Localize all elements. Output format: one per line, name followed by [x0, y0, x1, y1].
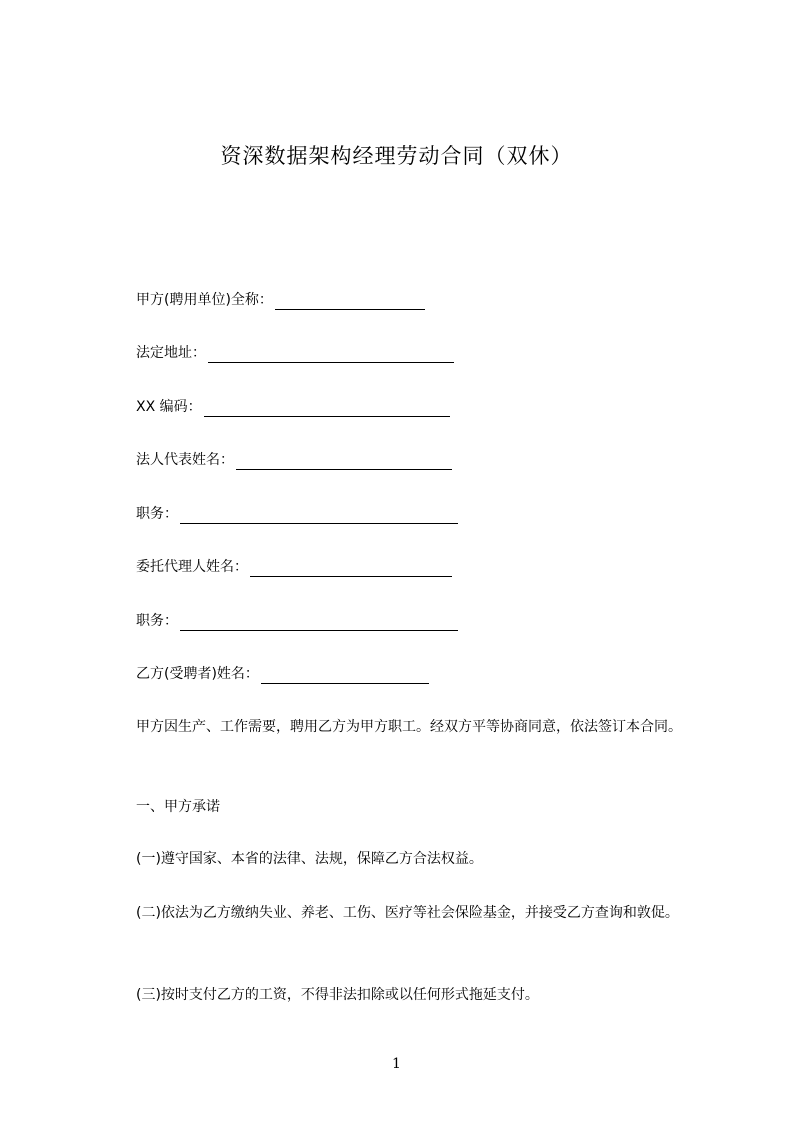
field-label: 法定地址：: [136, 345, 206, 361]
field-legal-address: [136, 343, 454, 363]
field-label: 职务：: [136, 506, 178, 522]
blank-line[interactable]: [180, 615, 458, 631]
document-title: 资深数据架构经理劳动合同（双休）: [220, 144, 573, 168]
field-employer-name: [136, 290, 425, 310]
blank-line[interactable]: [208, 347, 454, 363]
field-label: XX 编码：: [136, 399, 202, 415]
clause-3: (三)按时支付乙方的工资，不得非法扣除或以任何形式拖延支付。: [136, 987, 539, 1003]
blank-line[interactable]: [236, 454, 452, 470]
field-label: 委托代理人姓名：: [136, 559, 248, 575]
blank-line[interactable]: [275, 294, 425, 310]
intro-paragraph: 甲方因生产、工作需要，聘用乙方为甲方职工。经双方平等协商同意，依法签订本合同。: [136, 719, 682, 735]
field-position-1: [136, 504, 458, 524]
blank-line[interactable]: [261, 668, 429, 684]
page-number: 1: [392, 1056, 401, 1072]
field-agent-name: [136, 557, 452, 577]
field-label: 职务：: [136, 613, 178, 629]
field-position-2: [136, 611, 458, 631]
clause-2: (二)依法为乙方缴纳失业、养老、工伤、医疗等社会保险基金，并接受乙方查询和敦促。: [136, 905, 679, 921]
blank-line[interactable]: [250, 561, 452, 577]
field-label: 乙方(受聘者)姓名：: [136, 666, 259, 682]
field-label: 法人代表姓名：: [136, 452, 234, 468]
field-legal-representative: [136, 450, 452, 470]
blank-line[interactable]: [180, 508, 458, 524]
clause-1: (一)遵守国家、本省的法律、法规，保障乙方合法权益。: [136, 851, 483, 867]
blank-line[interactable]: [204, 401, 450, 417]
field-employee-name: [136, 664, 429, 684]
field-code: [136, 397, 450, 417]
field-label: 甲方(聘用单位)全称：: [136, 292, 273, 308]
section-heading: 一、甲方承诺: [136, 799, 220, 815]
